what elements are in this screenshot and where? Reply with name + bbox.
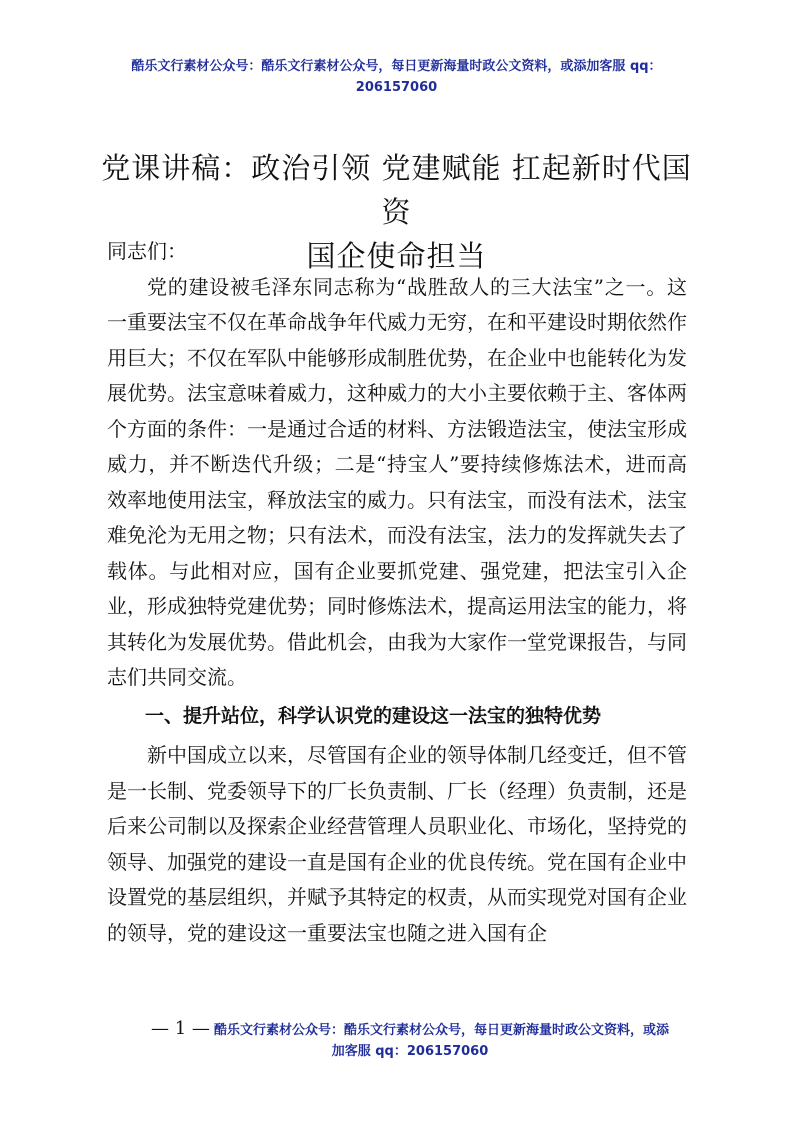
title-line1: 党课讲稿：政治引领 党建赋能 扛起新时代国资 (101, 151, 692, 229)
paragraph-2: 新中国成立以来，尽管国有企业的领导体制几经变迁，但不管是一长制、党委领导下的厂长负责制、厂长（经理）负责制，还是后来公司制以及探索企业经营管理人员职业化、市场化，坚持党的领导、加强党的建设一直是国有企业的优良传统。党在国有企业中设置党的基层组织，并赋予其特定的权责，从而实现党对国有企业的领导，党的建设这一重要法宝也随之进入国有企 (107, 743, 687, 945)
page-footer (100, 1018, 720, 1062)
footer-note-line2: 加客服 qq：206157060 (331, 1044, 489, 1059)
document-body (107, 234, 687, 951)
header-watermark-note (100, 56, 693, 98)
header-note-line1: 酷乐文行素材公众号：酷乐文行素材公众号，每日更新海量时政公文资料，或添加客服 qq： (131, 59, 662, 74)
paragraph-1: 党的建设被毛泽东同志称为“战胜敌人的三大法宝”之一。这一重要法宝不仅在革命战争年代威力无穷，在和平建设时期依然作用巨大；不仅在军队中能够形成制胜优势，在企业中也能转化为发展优势。法宝意味着威力，这种威力的大小主要依赖于主、客体两个方面的条件：一是通过合适的材料、方法锻造法宝，使法宝形成威力，并不断迭代升级；二是“持宝人”要持续修炼法术，进而高效率地使用法宝，释放法宝的威力。只有法宝，而没有法术，法宝难免沦为无用之物；只有法术，而没有法宝，法力的发挥就失去了载体。与此相对应，国有企业要抓党建、强党建，把法宝引入企业，形成独特党建优势；同时修炼法术，提高运用法宝的能力，将其转化为发展优势。借此机会，由我为大家作一堂党课报告，与同志们共同交流。 (107, 274, 687, 689)
section-heading-1: 一、提升站位，科学认识党的建设这一法宝的独特优势 (145, 704, 602, 727)
page-number: — 1 — (151, 1018, 210, 1039)
title-line2: 国企使命担当 (306, 239, 487, 273)
header-note-line2: 206157060 (355, 80, 438, 95)
footer-note-line1: 酷乐文行素材公众号：酷乐文行素材公众号，每日更新海量时政公文资料，或添 (213, 1023, 669, 1038)
salutation: 同志们： (107, 239, 187, 263)
